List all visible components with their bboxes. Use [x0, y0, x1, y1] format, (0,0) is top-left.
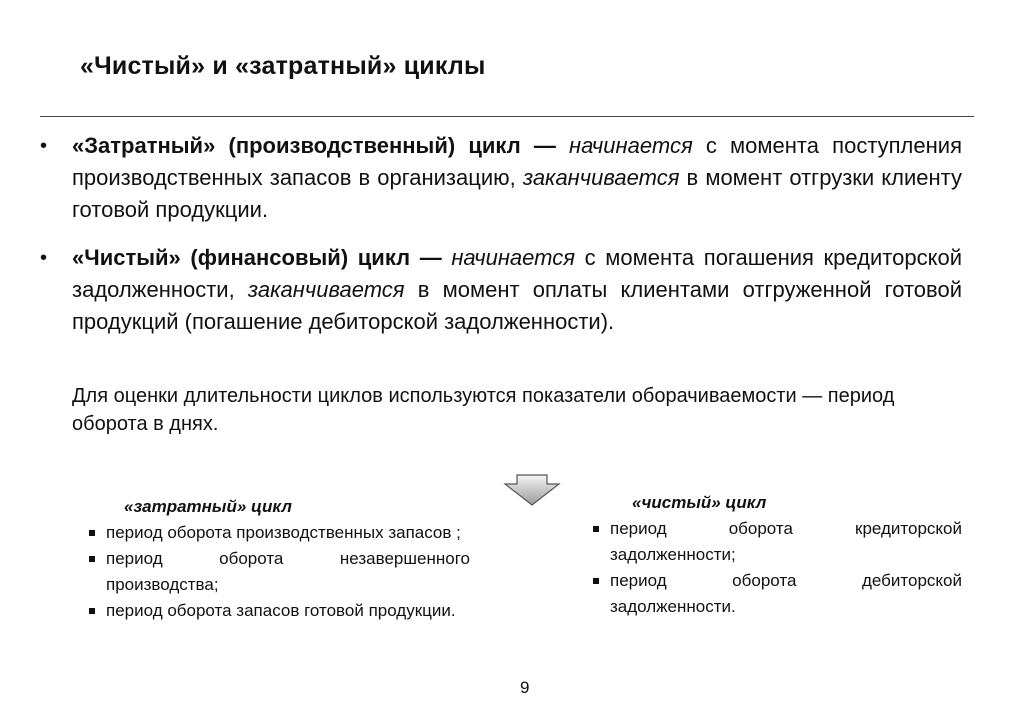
- square-bullet-icon: [593, 526, 599, 532]
- bullet-text: с момента погашения кредиторской задолженности,: [72, 245, 962, 302]
- square-bullet-icon: [89, 556, 95, 562]
- list-item: период оборота производственных запасов ;: [88, 520, 470, 546]
- bullet-end-word: заканчивается: [247, 277, 405, 302]
- note-text: Для оценки длительности циклов используются показатели оборачиваемости — период оборота в днях.: [72, 385, 895, 435]
- bullet-text: в момент отгрузки клиенту готовой продукции.: [72, 165, 962, 222]
- list-item: период оборота запасов готовой продукции.: [88, 598, 470, 624]
- square-bullet-icon: [89, 608, 95, 614]
- bullet-start-word: начинается: [451, 245, 575, 270]
- cost-cycle-column: [88, 494, 470, 624]
- bullet-dot: •: [40, 135, 48, 157]
- column-heading: «затратный» цикл: [124, 497, 292, 516]
- square-bullet-icon: [89, 530, 95, 536]
- bullet-term: «Затратный» (производственный) цикл —: [72, 133, 556, 158]
- list-item: период оборота кредиторской задолженности;: [592, 516, 962, 568]
- square-bullet-icon: [593, 578, 599, 584]
- page-title: «Чистый» и «затратный» циклы: [80, 52, 486, 80]
- list-item: период оборота незавершенного производства;: [88, 546, 470, 598]
- bullet-end-word: заканчивается: [522, 165, 680, 190]
- title-divider: [40, 116, 974, 117]
- page-number: 9: [520, 678, 530, 697]
- bullet-text: с момента поступления производственных запасов в организацию,: [72, 133, 962, 190]
- bullet-term: «Чистый» (финансовый) цикл —: [72, 245, 442, 270]
- bullet-text: в момент оплаты клиентами отгруженной готовой продукций (погашение дебиторской задолженности).: [72, 277, 962, 334]
- bullet-start-word: начинается: [569, 133, 693, 158]
- list-item: период оборота дебиторской задолженности.: [592, 568, 962, 620]
- bullet-dot: •: [40, 247, 48, 269]
- bullet-net-cycle: [40, 242, 962, 338]
- down-arrow-icon: [503, 474, 561, 506]
- column-heading: «чистый» цикл: [632, 493, 767, 512]
- net-cycle-column: [592, 490, 962, 620]
- indicator-list: [592, 516, 962, 620]
- indicator-list: [88, 520, 470, 624]
- bullet-cost-cycle: [40, 130, 962, 226]
